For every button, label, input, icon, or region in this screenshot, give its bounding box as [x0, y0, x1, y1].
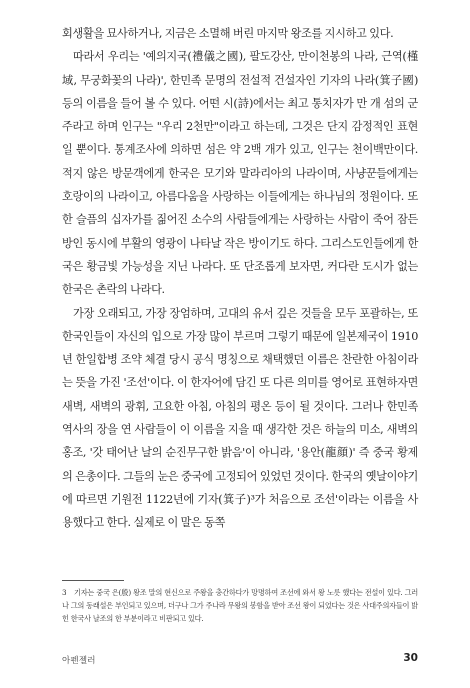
- footnote-divider: [62, 580, 124, 581]
- body-text: [62, 22, 418, 535]
- footnote-number: 3: [62, 588, 67, 597]
- footnote-text: 기자는 중국 은(殷) 왕조 말의 현신으로 주왕을 충간하다가 망명하여 조선에 와서 왕 노릇 했다는 전설이 있다. 그러나 그의 동래설은 부인되고 있으며, 더구나 그가 주나라 무왕의 봉함을 받아 조선 왕이 되었다는 것은 사대주의자들이 밝힌 한국사 날조의 한 부분이라고 비판되고 있다.: [62, 588, 418, 623]
- paragraph-2: 따라서 우리는 '예의지국(禮儀之國), 팔도강산, 만이천봉의 나라, 근역(槿域, 무궁화꽃의 나라)', 한민족 문명의 전설적 건설자인 기자의 나라(箕子國) 등의 이름을 들어 볼 수 있다. 어떤 시(詩)에서는 최고 통치자가 만 개 섬의 군주라고 하며 인구는 "우리 2천만"이라고 하는데, 그것은 단지 감정적인 표현일 뿐이다. 통계조사에 의하면 섬은 약 2백 개가 있고, 인구는 천이백만이다. 적지 않은 방문객에게 한국은 모기와 말라리아의 나라이며, 사냥꾼들에게는 호랑이의 나라이고, 아름다움을 사랑하는 이들에게는 하나님의 정원이다. 또한 슬픔의 십자가를 짊어진 소수의 사람들에게는 사랑하는 사람이 죽어 잠든 방인 동시에 부활의 영광이 나타날 작은 방이기도 하다. 그리스도인들에게 한국은 황금빛 가능성을 지닌 나라다. 또 단조롭게 보자면, 커다란 도시가 없는 한국은 촌락의 나라다.: [62, 50, 418, 297]
- page-number: 30: [403, 652, 418, 664]
- footer-author-label: 아펜젤러: [62, 656, 96, 666]
- paragraph-1: 회생활을 묘사하거나, 지금은 소멸해 버린 마지막 왕조를 지시하고 있다.: [62, 27, 394, 40]
- paragraph-3: 가장 오래되고, 가장 장엄하며, 고대의 유서 깊은 것들을 모두 포괄하는, 또 한국인들이 자신의 입으로 가장 많이 부르며 그렇기 때문에 일본제국이 1910년 한일합병 조약 체결 당시 공식 명칭으로 채택했던 이름은 찬란한 아침이라는 뜻을 가진 '조선'이다. 이 한자어에 담긴 또 다른 의미를 영어로 표현하자면 새벽, 새벽의 광휘, 고요한 아침, 아침의 평온 등이 될 것이다. 그러나 한민족 역사의 장을 연 사람들이 이 이름을 지을 때 생각한 것은 하늘의 미소, 새벽의 홍조, '갓 태어난 날의 순진무구한 밝음'이 아니라, '용안(龍顔)' 즉 중국 황제의 은총이다. 그들의 눈은 중국에 고정되어 있었던 것이다. 한국의 옛날이야기에 따르면 기원전 1122년에 기자(箕子)³가 처음으로 조선'이라는 이름을 사용했다고 한다. 실제로 이 말은 동쪽: [62, 306, 418, 530]
- footnote: [62, 586, 418, 625]
